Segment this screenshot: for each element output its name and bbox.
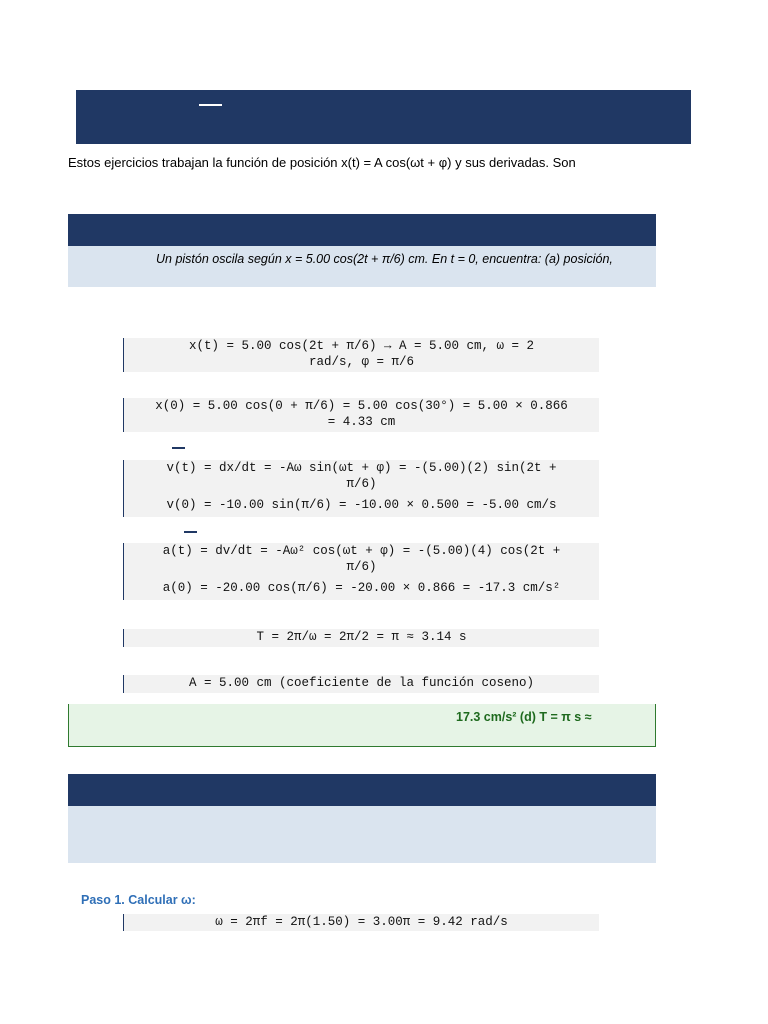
equation-block-position	[123, 398, 599, 432]
problem1-header	[68, 214, 656, 246]
title-dash	[199, 104, 222, 106]
equation-line: ω = 2πf = 2π(1.50) = 3.00π = 9.42 rad/s	[215, 915, 508, 929]
step1-label: Paso 1. Calcular ω:	[81, 893, 196, 907]
equation-block-amplitude-note	[123, 675, 599, 693]
problem2-statement-box	[68, 806, 656, 863]
answer-text: 17.3 cm/s² (d) T = π s ≈	[456, 710, 592, 724]
intro-paragraph: Estos ejercicios trabajan la función de posición x(t) = A cos(ωt + φ) y sus derivadas. Son	[68, 155, 576, 170]
problem1-statement: Un pistón oscila según x = 5.00 cos(2t + π/6) cm. En t = 0, encuentra: (a) posición,	[156, 252, 613, 266]
equation-line: v(0) = -10.00 sin(π/6) = -10.00 × 0.500 = -5.00 cm/s	[166, 498, 557, 512]
equation-line: x(0) = 5.00 cos(0 + π/6) = 5.00 cos(30°) = 5.00 × 0.866	[155, 399, 568, 413]
equation-line: a(0) = -20.00 cos(π/6) = -20.00 × 0.866 = -17.3 cm/s²	[162, 581, 561, 595]
equation-block-period	[123, 629, 599, 647]
step-dash	[172, 447, 185, 449]
equation-block-acceleration	[123, 543, 599, 600]
title-banner	[76, 90, 691, 144]
equation-block-amplitude	[123, 338, 599, 372]
equation-line: x(t) = 5.00 cos(2t + π/6) → A = 5.00 cm, ω = 2	[188, 339, 535, 353]
equation-block-omega	[123, 914, 599, 931]
equation-line: π/6)	[346, 477, 377, 491]
equation-line: v(t) = dx/dt = -Aω sin(ωt + φ) = -(5.00)(2) sin(2t +	[166, 461, 557, 475]
equation-block-velocity	[123, 460, 599, 517]
equation-line: = 4.33 cm	[327, 415, 396, 429]
equation-line: A = 5.00 cm (coeficiente de la función coseno)	[188, 676, 535, 690]
equation-line: T = 2π/ω = 2π/2 = π ≈ 3.14 s	[256, 630, 467, 644]
step-dash	[184, 531, 197, 533]
equation-line: π/6)	[346, 560, 377, 574]
problem2-header	[68, 774, 656, 806]
equation-line: rad/s, φ = π/6	[308, 355, 415, 369]
equation-line: a(t) = dv/dt = -Aω² cos(ωt + φ) = -(5.00)(4) cos(2t +	[162, 544, 561, 558]
